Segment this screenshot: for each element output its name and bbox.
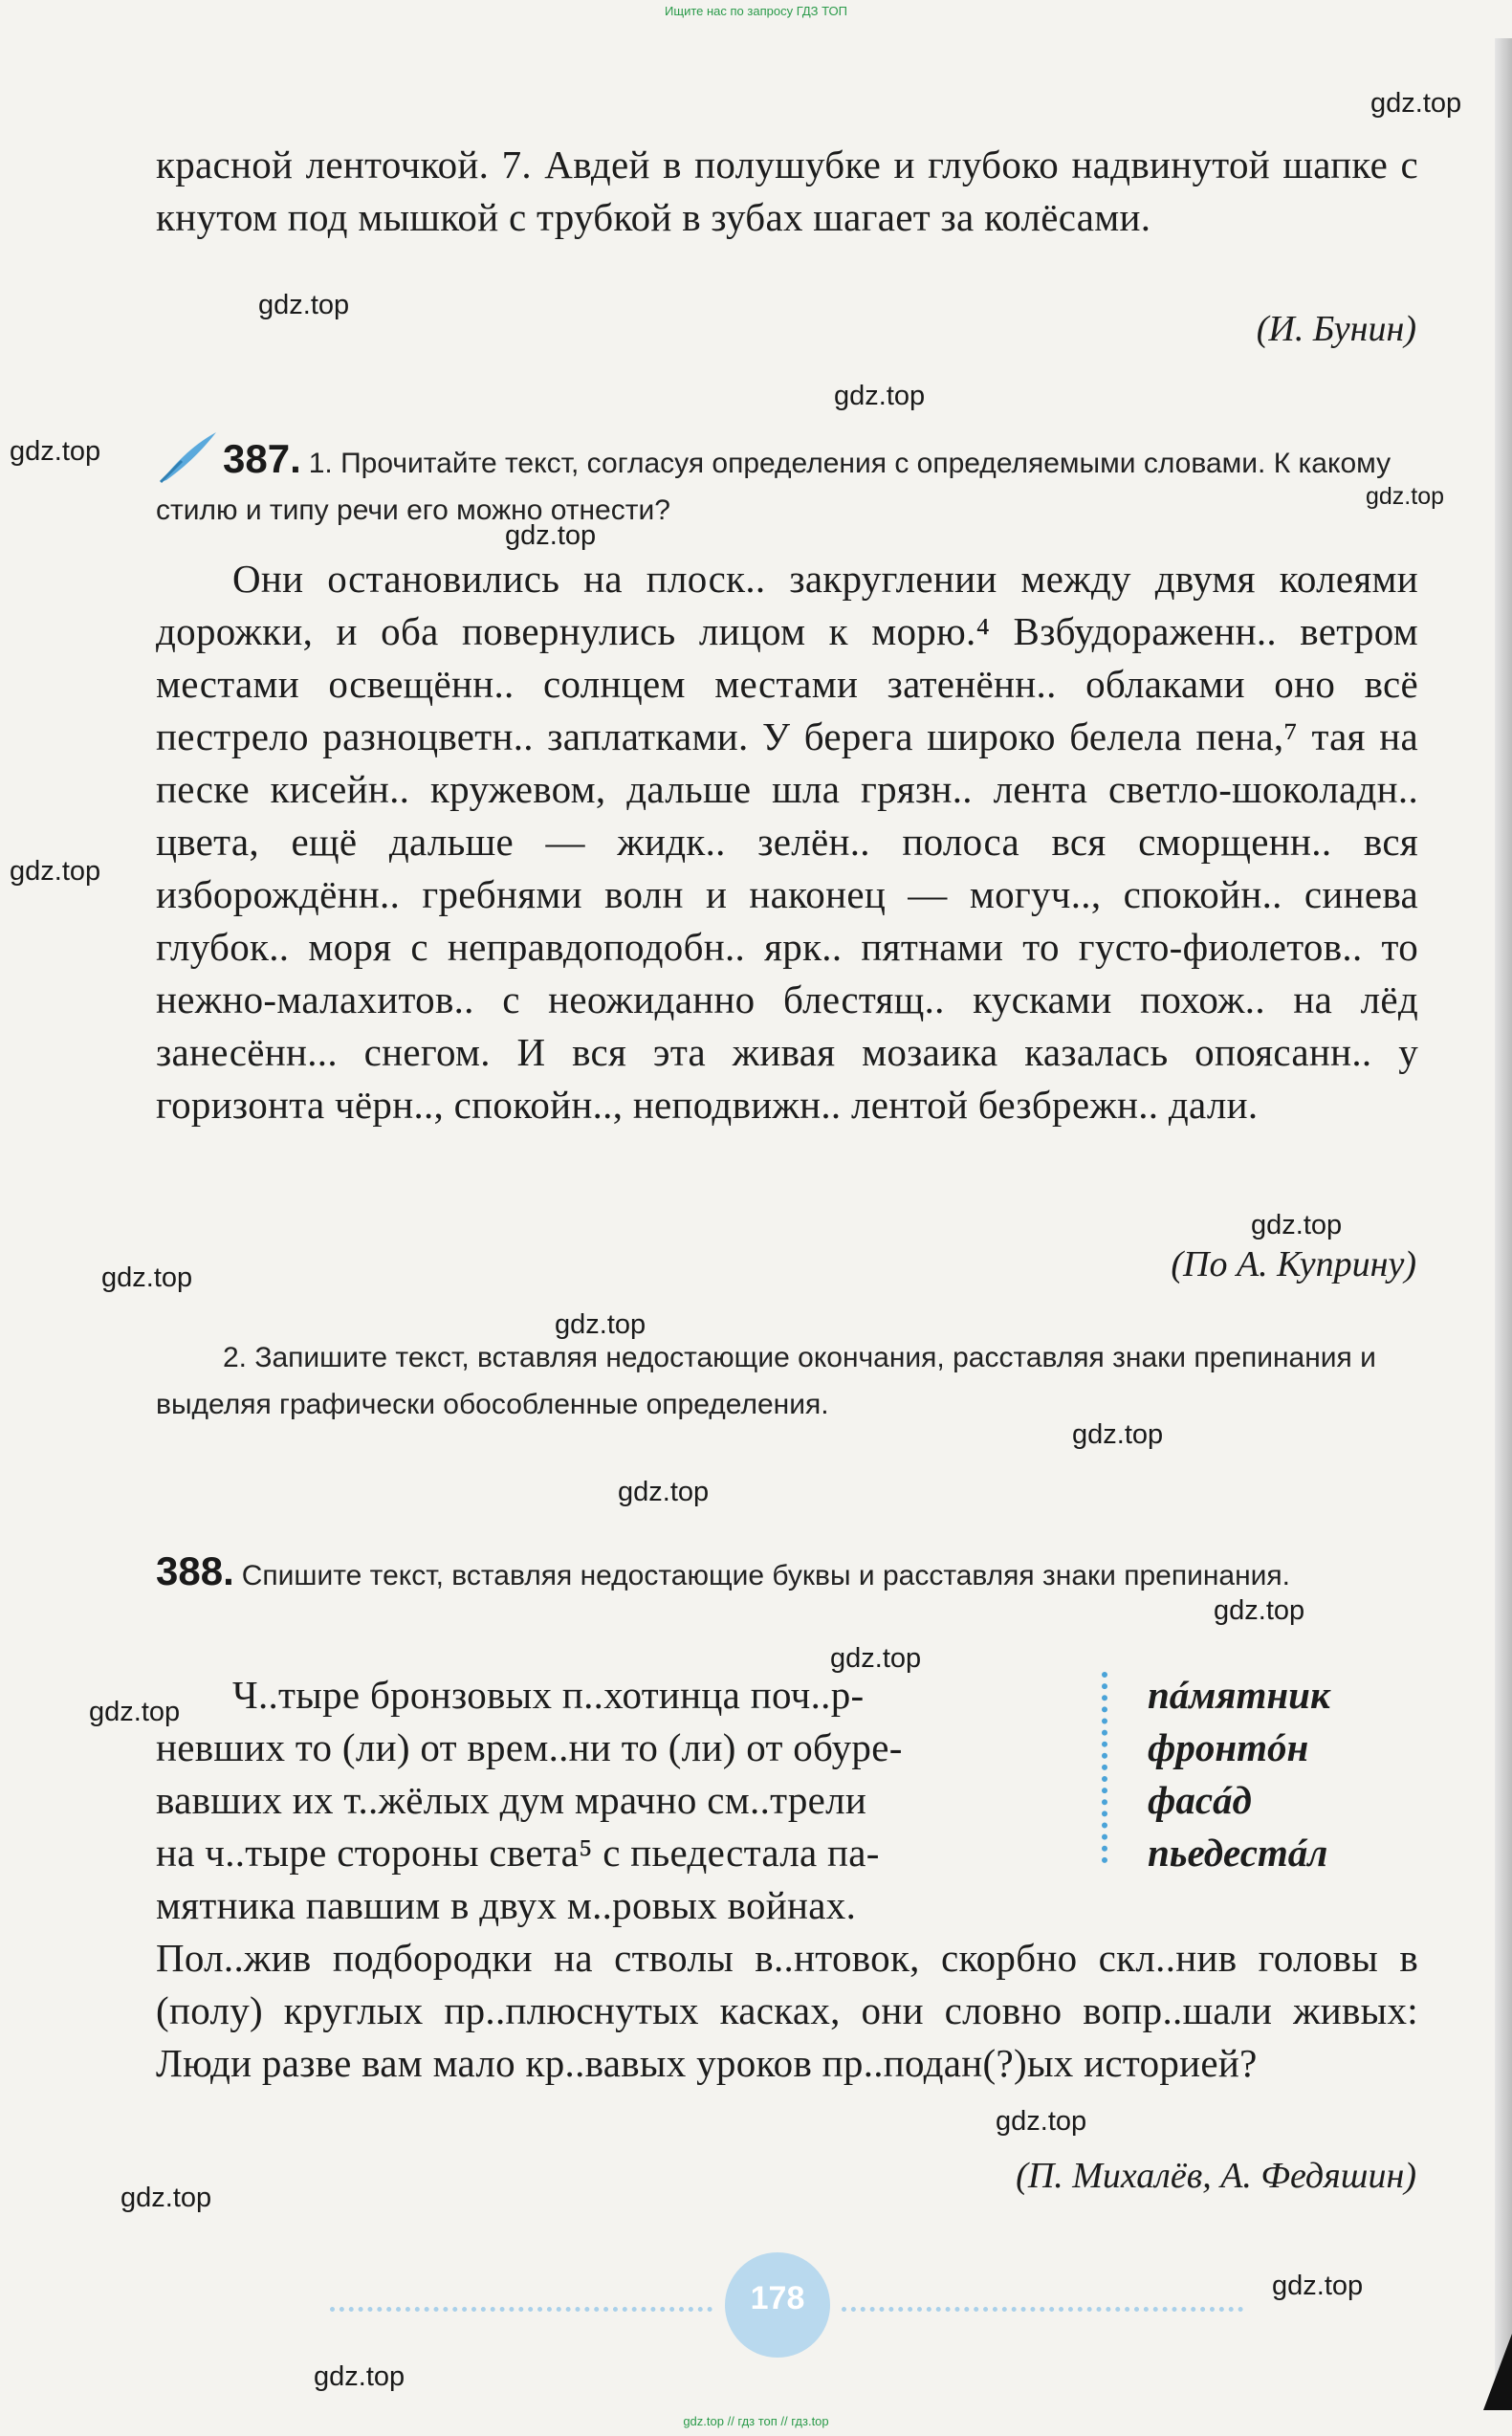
intro-paragraph <box>156 139 1418 244</box>
exercise-388-author: (П. Михалёв, А. Федяшин) <box>1016 2156 1416 2196</box>
intro-author: (И. Бунин) <box>1256 309 1416 349</box>
page-divider-left <box>330 2307 712 2312</box>
vocabulary-list <box>1148 1669 1415 1879</box>
exercise-387-header <box>156 435 1418 534</box>
watermark: gdz.top <box>10 856 101 887</box>
vocab-word: пьедестáл <box>1148 1831 1328 1875</box>
exercise-387-number: 387. <box>223 436 301 481</box>
intro-text: красной ленточкой. 7. Авдей в полушубке и глубоко надвинутой шапке с кнутом под мышкой с трубкой в зубах шагает за колёсами. <box>156 143 1418 239</box>
watermark: gdz.top <box>555 1309 646 1340</box>
watermark: gdz.top <box>834 381 926 411</box>
text-line: на ч..тыре стороны света⁵ с пьедестала па- <box>156 1831 880 1875</box>
text-line: Ч..тыре бронзовых п..хотинца поч..р- <box>232 1673 865 1717</box>
exercise-388-rest-text: Пол..жив подбородки на стволы в..нтовок, скорбно скл..нив головы в (полу) круглых пр..плюснутых касках, они словно вопр..шали живых: Люди разве вам мало кр..вавых уроков пр..подан(?)ых историей? <box>156 1936 1418 2085</box>
watermark: gdz.top <box>1251 1210 1343 1240</box>
watermark: gdz.top <box>1366 483 1445 510</box>
exercise-387-task2-block <box>156 1334 1418 1428</box>
watermark: gdz.top <box>1214 1595 1305 1626</box>
vocab-divider <box>1102 1672 1115 1863</box>
watermark: gdz.top <box>258 290 350 320</box>
watermark: gdz.top <box>830 1643 922 1674</box>
watermark: gdz.top <box>1370 88 1462 119</box>
exercise-387-text <box>156 553 1418 1131</box>
text-line: невших то (ли) от врем..ни то (ли) от обуре- <box>156 1725 903 1769</box>
exercise-387-body: Они остановились на плоск.. закруглении между двумя колеями дорожки, и оба повернулись лицом к морю.⁴ Взбудораженн.. ветром местами освещённ.. солнцем местами затенённ.. облаками оно всё пестрело разноцветн.. заплатками. У берега широко белела пена,⁷ тая на песке кисейн.. кружевом, дальше шла грязн.. лента светло-шоколадн.. цвета, ещё дальше — жидк.. зелён.. полоса вся сморщенн.. вся изборождённ.. гребнями волн и наконец — могуч.., спокойн.. синева глубок.. моря с неправдоподобн.. ярк.. пятнами то густо-фиолетов.. то нежно-малахитов.. с неожиданно блестящ.. кусками похож.. на лёд занесённ... снегом. И вся эта живая мозаика казалась опоясанн.. у горизонта чёрн.., спокойн.., неподвижн.. лентой безбрежн.. дали. <box>156 557 1418 1127</box>
watermark: gdz.top <box>505 520 597 551</box>
watermark: gdz.top <box>1072 1419 1164 1450</box>
top-banner: Ищите нас по запросу ГДЗ ТОП <box>665 4 847 18</box>
exercise-388-rest <box>156 1932 1418 2090</box>
exercise-388-task: Спишите текст, вставляя недостающие буквы и расставляя знаки препинания. <box>241 1560 1291 1591</box>
watermark: gdz.top <box>89 1697 181 1727</box>
vocab-word: фронтóн <box>1148 1725 1309 1769</box>
exercise-388-header <box>156 1547 1418 1599</box>
vocab-word: фасáд <box>1148 1778 1252 1822</box>
watermark: gdz.top <box>101 1262 193 1293</box>
watermark: gdz.top <box>10 436 101 467</box>
watermark: gdz.top <box>314 2361 405 2392</box>
page-edge <box>1495 38 1512 2410</box>
page-edge-corner <box>1483 2334 1512 2410</box>
watermark: gdz.top <box>121 2183 212 2213</box>
page-number: 178 <box>725 2252 830 2358</box>
vocab-word: пáмятник <box>1148 1673 1330 1717</box>
page-divider-right <box>842 2307 1243 2312</box>
exercise-388-number: 388. <box>156 1548 234 1593</box>
exercise-387-task2: 2. Запишите текст, вставляя недостающие окончания, расставляя знаки препинания и выделяя графически обособленные определения. <box>156 1342 1376 1420</box>
watermark: gdz.top <box>996 2106 1087 2137</box>
text-line: вавших их т..жёлых дум мрачно см..трели <box>156 1778 867 1822</box>
exercise-387-task1: 1. Прочитайте текст, согласуя определения с определяемыми словами. К какому стилю и типу речи его можно отнести? <box>156 448 1391 526</box>
watermark: gdz.top <box>1272 2271 1364 2301</box>
exercise-387-author: (По А. Куприну) <box>1171 1244 1416 1284</box>
bottom-banner: gdz.top // гдз топ // гдз.top <box>683 2414 829 2428</box>
watermark: gdz.top <box>618 1477 710 1507</box>
text-line: мятника павшим в двух м..ровых войнах. <box>156 1883 857 1927</box>
exercise-388-lines <box>156 1669 1074 1932</box>
